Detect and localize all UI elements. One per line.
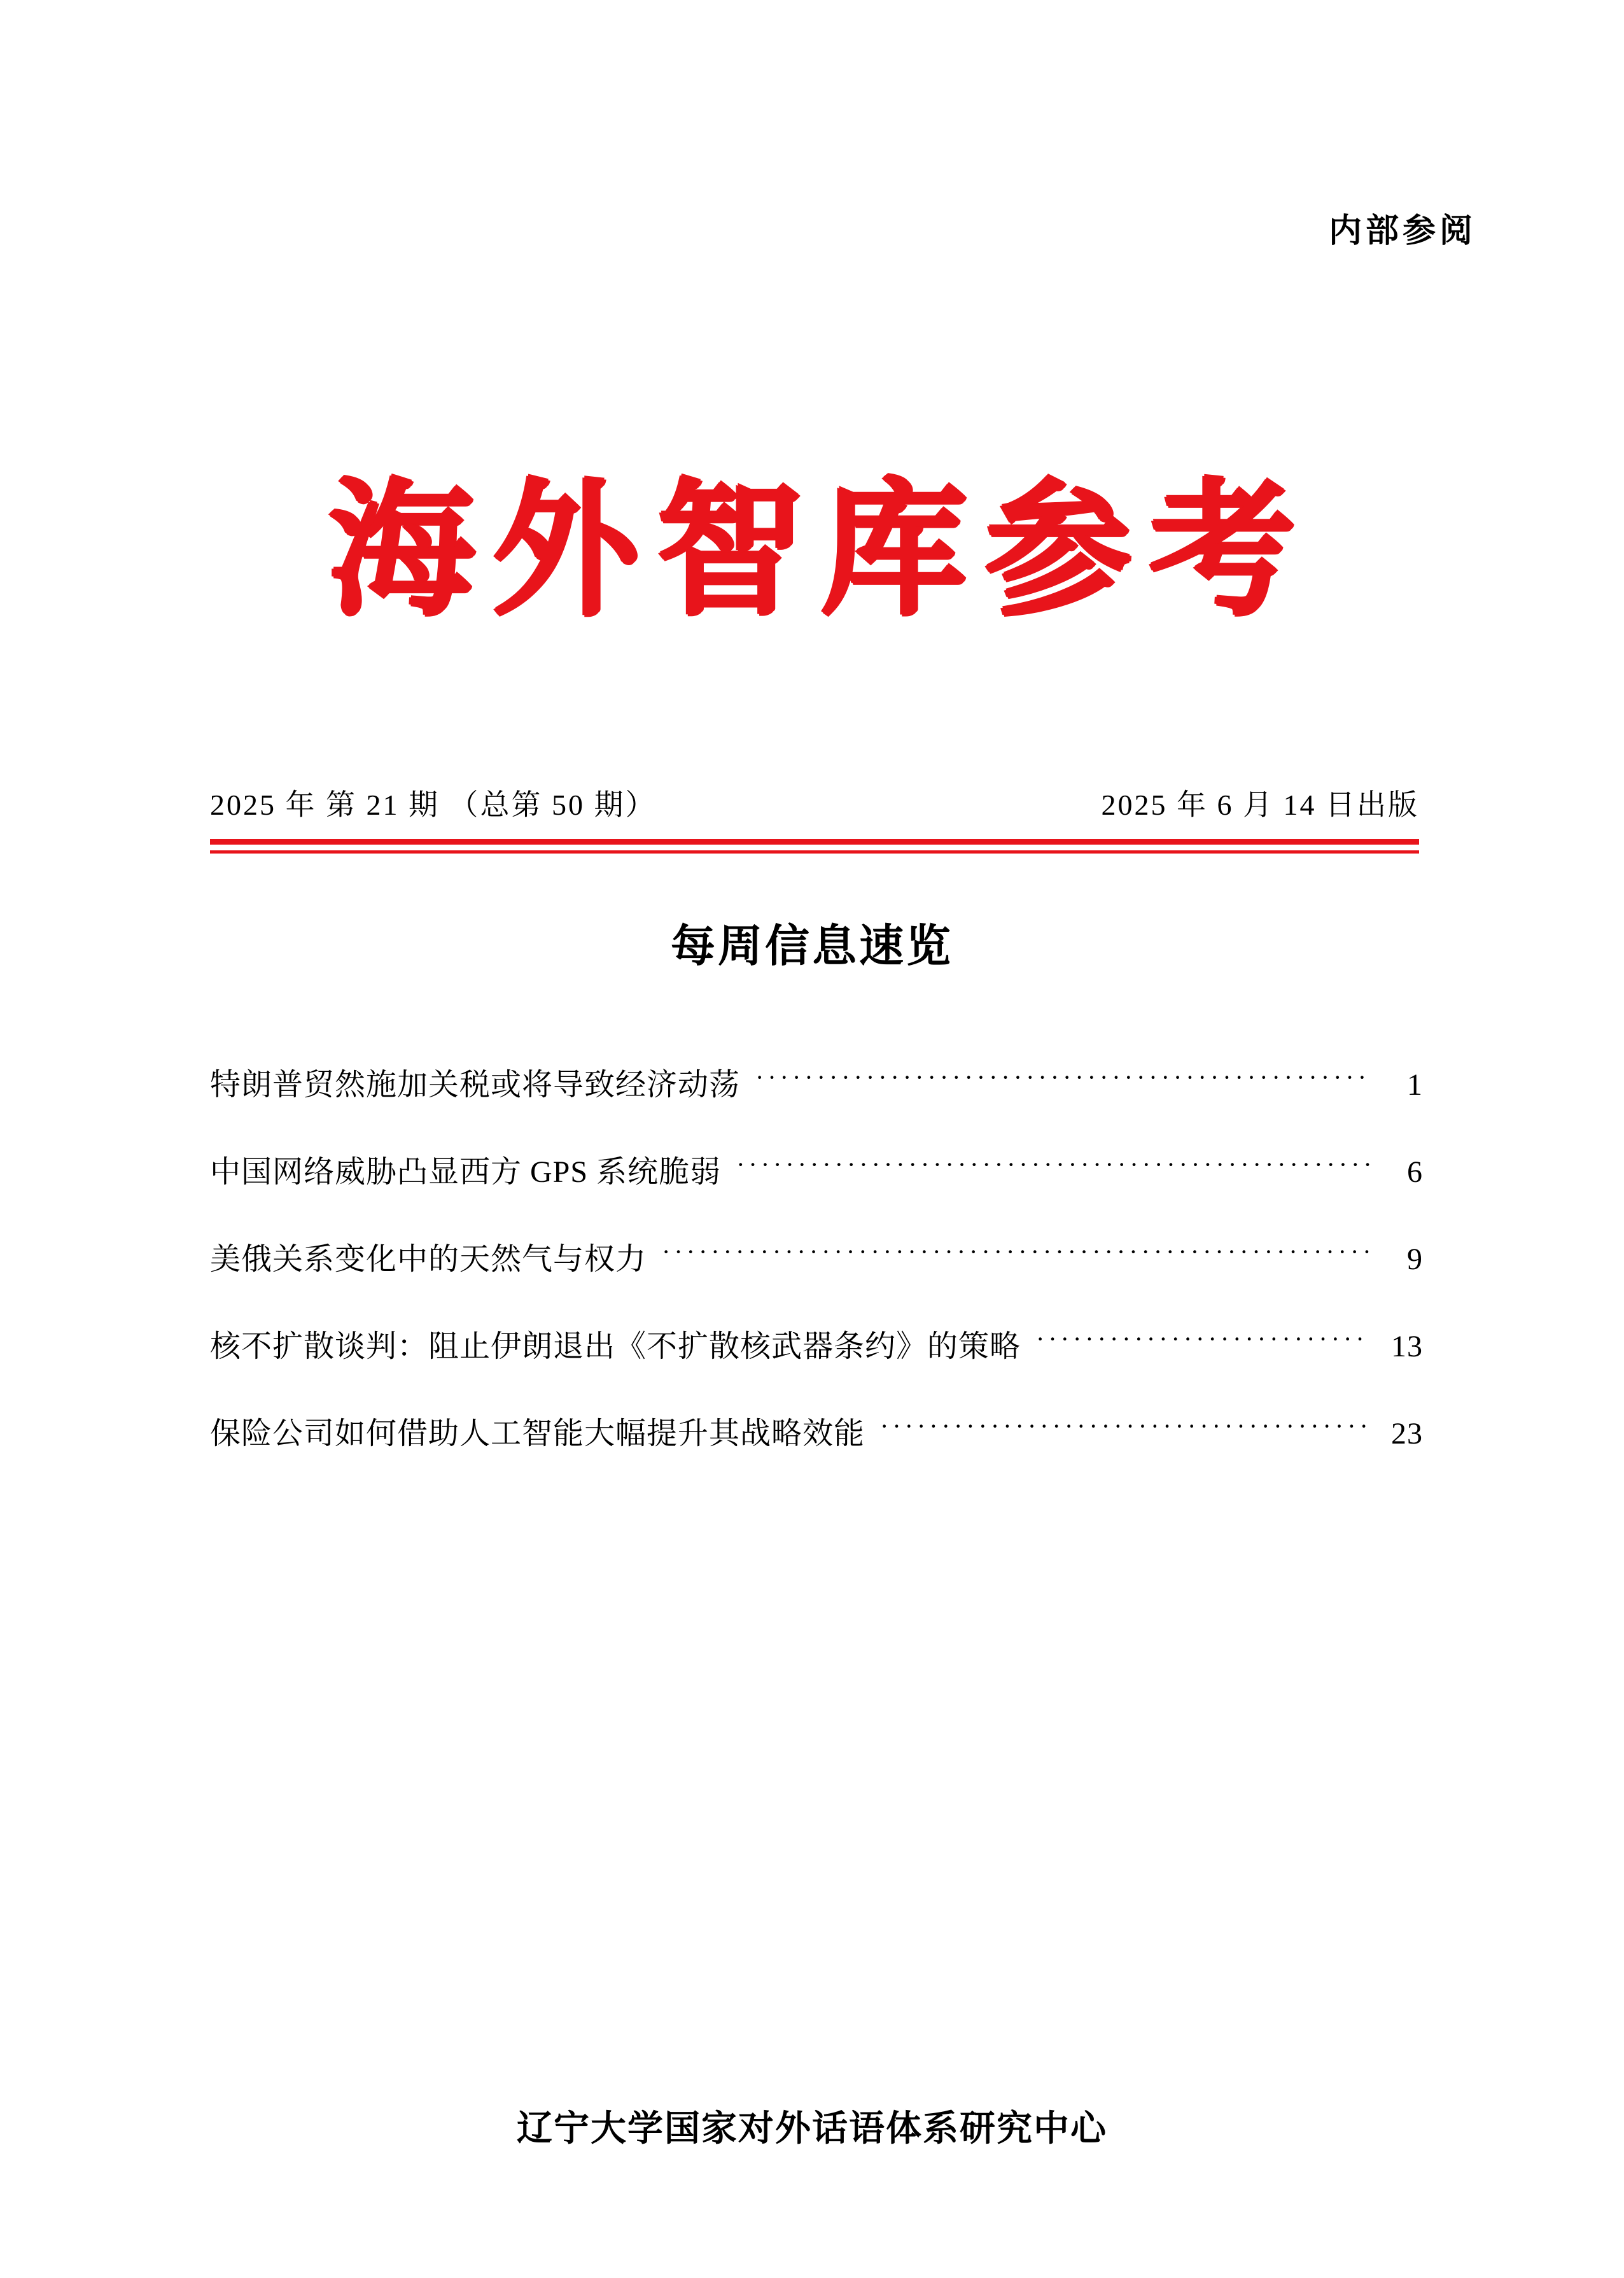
- internal-reference-mark: 内部参阅: [1328, 213, 1476, 250]
- rule-thin: [210, 850, 1419, 854]
- toc-entry-title: 中国网络威胁凸显西方 GPS 系统脆弱: [210, 1155, 722, 1189]
- rule-thick: [210, 839, 1419, 845]
- publisher-organization: 辽宁大学国家对外话语体系研究中心: [517, 2108, 1107, 2149]
- toc-entry-title: 核不扩散谈判：阻止伊朗退出《不扩散核武器条约》的策略: [210, 1330, 1021, 1363]
- toc-entry[interactable]: [210, 1147, 1423, 1191]
- toc-entry[interactable]: [210, 1321, 1423, 1365]
- toc-leader-dots: [736, 1157, 1369, 1182]
- toc-entry-title: 特朗普贸然施加关税或将导致经济动荡: [210, 1068, 741, 1102]
- toc-entry-title: 保险公司如何借助人工智能大幅提升其战略效能: [210, 1417, 865, 1451]
- table-of-contents: [210, 1060, 1423, 1496]
- toc-entry-page: 13: [1391, 1330, 1423, 1363]
- publication-title: 海外智库参考: [328, 464, 1313, 636]
- toc-entry[interactable]: [210, 1060, 1423, 1104]
- toc-entry-page: 9: [1407, 1242, 1423, 1276]
- issue-number: 2025 年 第 21 期 （总第 50 期）: [210, 789, 657, 821]
- toc-entry-title: 美俄关系变化中的天然气与权力: [210, 1242, 647, 1276]
- toc-leader-dots: [1036, 1331, 1369, 1356]
- publication-date: 2025 年 6 月 14 日出版: [1101, 789, 1419, 821]
- toc-leader-dots: [662, 1244, 1369, 1269]
- toc-leader-dots: [755, 1069, 1369, 1095]
- red-double-rule: [210, 839, 1419, 854]
- toc-entry-page: 23: [1391, 1417, 1423, 1451]
- rule-gap: [210, 845, 1419, 850]
- section-heading: 每周信息速览: [671, 920, 953, 972]
- issue-line: [210, 782, 1419, 824]
- toc-entry[interactable]: [210, 1409, 1423, 1452]
- toc-entry-page: 1: [1407, 1068, 1423, 1102]
- toc-leader-dots: [880, 1418, 1369, 1444]
- toc-entry[interactable]: [210, 1234, 1423, 1278]
- toc-entry-page: 6: [1407, 1155, 1423, 1189]
